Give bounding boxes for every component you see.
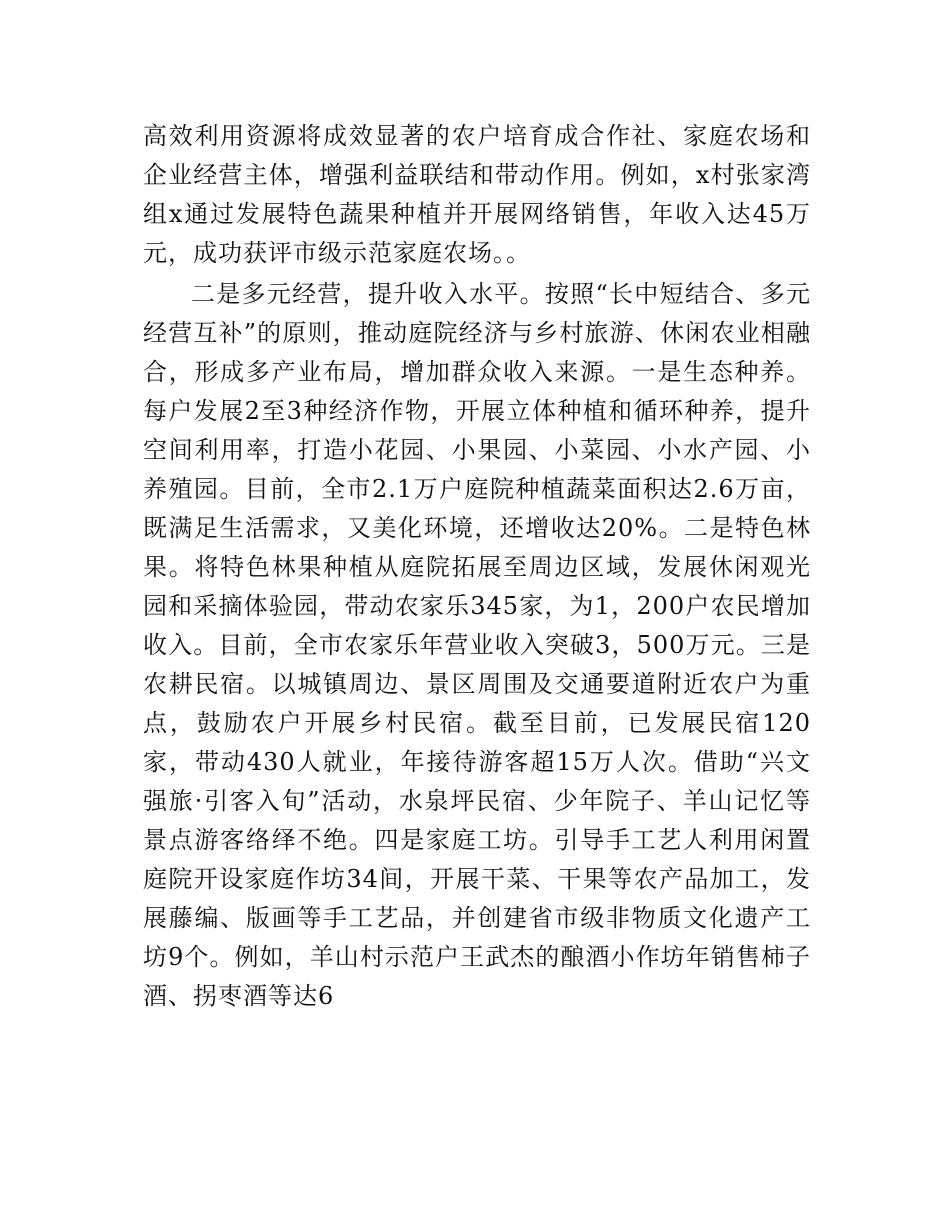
paragraph-text: 高效利用资源将成效显著的农户培育成合作社、家庭农场和企业经营主体，增强利益联结和带动作用。例如，x村张家湾组x通过发展特色蔬果种植并开展网络销售，年收入达45万元，成功获评市级示范家庭农场。。 bbox=[143, 122, 811, 267]
paragraph-diversified-operation bbox=[143, 275, 811, 1016]
paragraph-continuation bbox=[143, 117, 811, 273]
paragraph-text: 二是多元经营，提升收入水平。按照“长中短结合、多元经营互补”的原则，推动庭院经济与乡村旅游、休闲农业相融合，形成多产业布局，增加群众收入来源。一是生态种养。每户发展2至3种经济作物，开展立体种植和循环种养，提升空间利用率，打造小花园、小果园、小菜园、小水产园、小养殖园。目前，全市2.1万户庭院种植蔬菜面积达2.6万亩，既满足生活需求，又美化环境，还增收达20%。二是特色林果。将特色林果种植从庭院拓展至周边区域，发展休闲观光园和采摘体验园，带动农家乐345家，为1，200户农民增加收入。目前，全市农家乐年营业收入突破3，500万元。三是农耕民宿。以城镇周边、景区周围及交通要道附近农户为重点，鼓励农户开展乡村民宿。截至目前，已发展民宿120家，带动430人就业，年接待游客超15万人次。借助“兴文强旅·引客入旬”活动，水泉坪民宿、少年院子、羊山记忆等景点游客络绎不绝。四是家庭工坊。引导手工艺人利用闲置庭院开设家庭作坊34间，开展干菜、干果等农产品加工，发展藤编、版画等手工艺品，并创建省市级非物质文化遗产工坊9个。例如，羊山村示范户王武杰的酿酒小作坊年销售柿子酒、拐枣酒等达6 bbox=[143, 280, 811, 1010]
